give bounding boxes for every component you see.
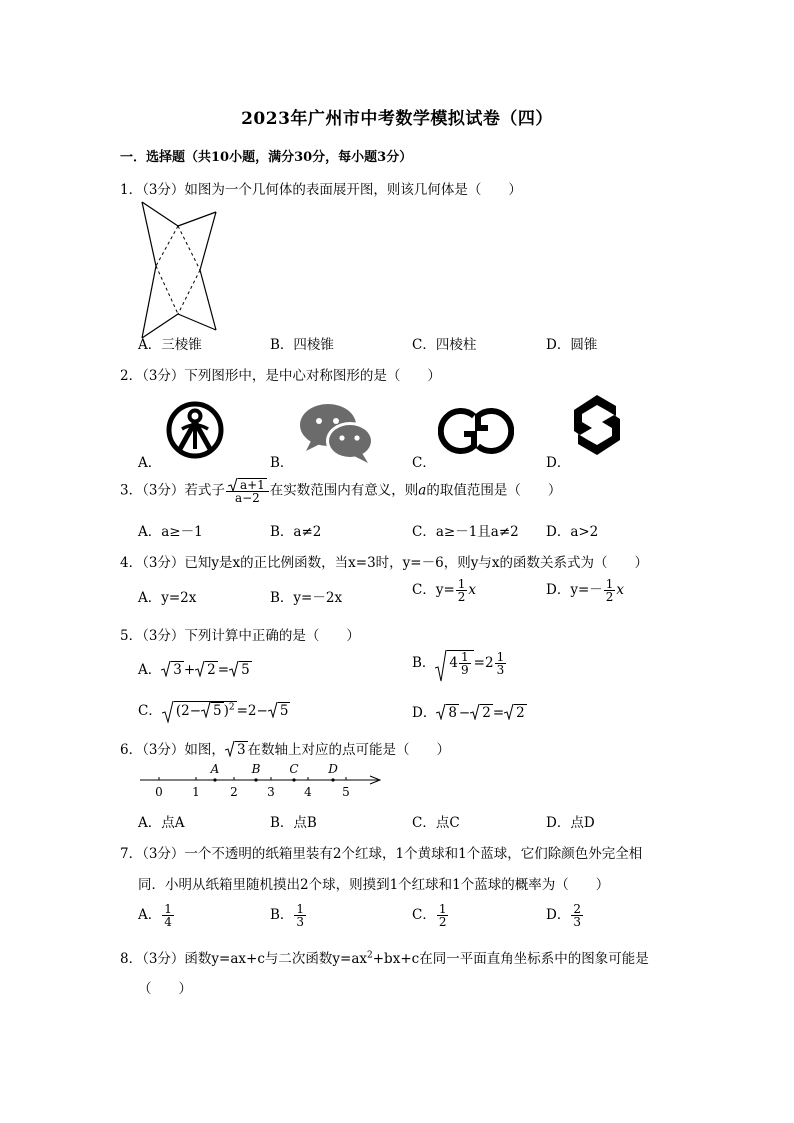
q4-d-prefix: D．y=－ — [546, 582, 603, 598]
q5-option-c: C． (2− 5 )$^2$ =2− 5 — [138, 699, 290, 719]
point-label-d: D — [328, 762, 338, 776]
q3-fraction — [226, 478, 269, 504]
railway-logo-icon — [164, 399, 226, 461]
q2-label-d: D． — [546, 455, 571, 471]
tick-label-2: 2 — [230, 785, 238, 799]
q6-option-b: B．点B — [270, 815, 317, 831]
net-outline — [142, 202, 216, 338]
q3-sqrt — [228, 478, 267, 491]
q3-text-post-a: 在实数范围内有意义，则 — [269, 482, 419, 499]
q3-option-a: A．a≥－1 — [138, 524, 203, 540]
q6-option-a: A．点A — [138, 815, 185, 831]
q4-option-d — [546, 578, 624, 603]
number-line — [140, 760, 390, 802]
question-7-line-2: 同．小明从纸箱里随机摸出2个球，则摸到1个红球和1个蓝球的概率为（ ） — [138, 877, 610, 893]
question-8-line-2: （ ） — [138, 981, 192, 997]
tick-label-4: 4 — [304, 785, 312, 799]
question-8-line-1: 8．（3分）函数y=ax+c与二次函数$y=ax^2+bx+c$在同一平面直角坐标系中的图象可能是 — [120, 950, 649, 967]
tick-label-3: 3 — [267, 785, 275, 799]
q4-d-var: x — [616, 582, 625, 598]
q4-option-c — [412, 578, 476, 603]
q6-option-d: D．点D — [546, 815, 595, 831]
q3-denominator: a−2 — [234, 491, 260, 505]
q3-option-c: C．a≥－1且a≠2 — [412, 524, 519, 540]
q2-label-b: B． — [270, 455, 294, 471]
q5-option-b: B． 4 $\frac{1}{9}$ =2 $\frac{1}{3}$ — [412, 650, 507, 676]
tick-label-1: 1 — [192, 785, 200, 799]
point-label-a: A — [210, 762, 220, 776]
q5-option-d: D． 8 − 2 = 2 — [412, 705, 525, 721]
chat-bubbles-icon — [298, 403, 378, 465]
q7-option-b: B． $\frac{1}{3}$ — [270, 902, 305, 929]
question-3-stem — [120, 478, 561, 504]
question-7-line-1: 7．（3分）一个不透明的纸箱里装有2个红球，1个黄球和1个蓝球，它们除颜色外完全相 — [120, 846, 643, 862]
question-4-stem: 4．（3分）已知y是x的正比例函数，当x=3时，y=－6，则y与x的函数关系式为（ ） — [120, 555, 648, 571]
q7-option-c: C． $\frac{1}{2}$ — [412, 902, 447, 929]
net-figure — [138, 200, 220, 342]
q1-option-d: D．圆锥 — [546, 337, 598, 353]
q1-option-a: A．三棱锥 — [138, 337, 202, 353]
q4-c-fraction: $\frac{1}{2}$ — [457, 577, 466, 604]
q4-option-b: B．y=－2x — [270, 590, 343, 606]
question-6-stem: 6．（3分）如图， 3 在数轴上对应的点可能是（ ） — [120, 742, 451, 758]
tick-label-0: 0 — [155, 785, 163, 799]
q7-option-d: D． $\frac{2}{3}$ — [546, 902, 581, 929]
net-fold-lines — [156, 226, 200, 314]
tick-label-5: 5 — [342, 785, 350, 799]
q3-var: a — [418, 482, 427, 499]
q3-text-post-b: 的取值范围是（ ） — [426, 482, 562, 499]
q2-label-c: C． — [412, 455, 436, 471]
q3-text-pre: 3．（3分）若式子 — [120, 482, 225, 499]
q3-option-d: D．a>2 — [546, 524, 599, 540]
interlocking-g-logo-icon — [438, 404, 514, 458]
q7-option-a: A． $\frac{1}{4}$ — [138, 902, 172, 929]
q1-option-c: C．四棱柱 — [412, 337, 477, 353]
section-heading: 一．选择题（共10小题，满分30分，每小题3分） — [120, 150, 413, 165]
q4-c-prefix: C．y= — [412, 582, 455, 598]
q5-option-a: A． 3 + 2 = 5 — [138, 662, 250, 678]
q4-option-a: A．y=2x — [138, 590, 197, 606]
q3-numerator: a+1 — [239, 478, 265, 492]
question-2-stem: 2．（3分）下列图形中，是中心对称图形的是（ ） — [120, 368, 441, 384]
hexagon-s-logo-icon — [570, 392, 624, 458]
q4-c-var: x — [468, 582, 477, 598]
q4-d-fraction: $\frac{1}{2}$ — [605, 577, 614, 604]
point-label-c: C — [289, 762, 299, 776]
point-label-b: B — [251, 762, 261, 776]
question-1-stem: 1．（3分）如图为一个几何体的表面展开图，则该几何体是（ ） — [120, 182, 522, 198]
q1-option-b: B．四棱锥 — [270, 337, 334, 353]
q6-option-c: C．点C — [412, 815, 460, 831]
q2-label-a: A． — [138, 455, 162, 471]
page-title: 2023年广州市中考数学模拟试卷（四） — [241, 109, 553, 129]
question-5-stem: 5．（3分）下列计算中正确的是（ ） — [120, 628, 360, 644]
q3-option-b: B．a≠2 — [270, 524, 322, 540]
